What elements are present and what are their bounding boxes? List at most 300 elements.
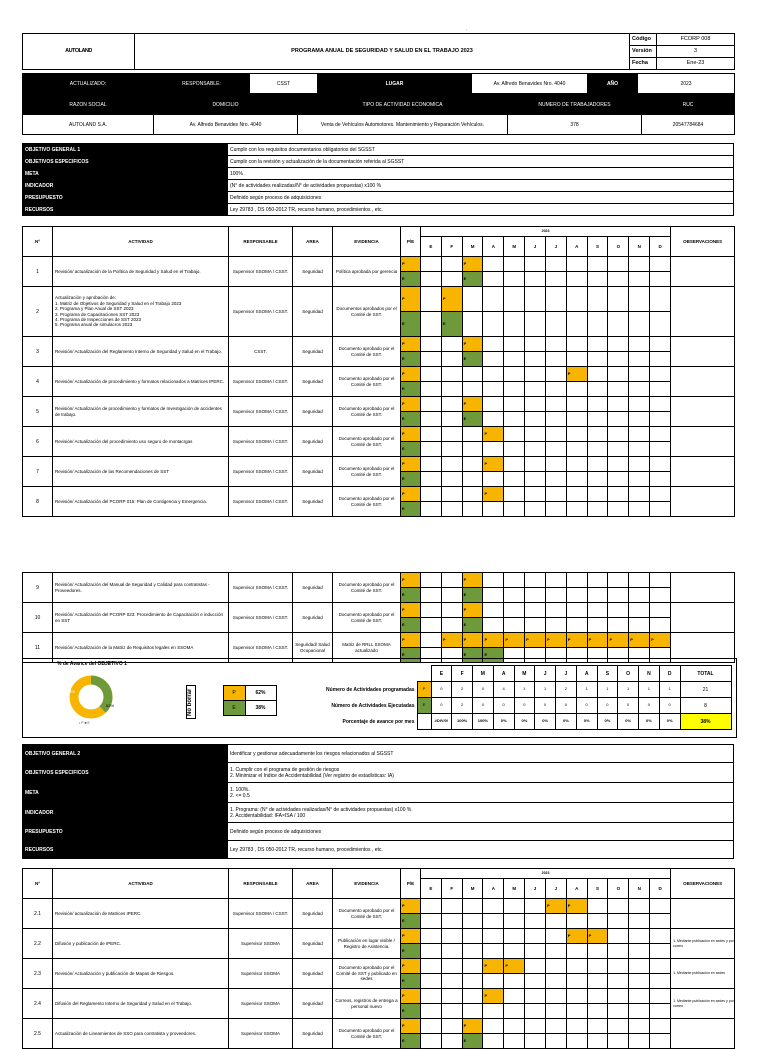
plan-cell-filled: P — [462, 257, 483, 272]
plan-cell — [525, 573, 546, 588]
exec-cell — [441, 618, 462, 633]
exec-cell-filled: E — [462, 272, 483, 287]
exec-cell — [421, 1034, 442, 1049]
exec-cell — [504, 944, 525, 959]
lugar-label: LUGAR — [318, 74, 472, 94]
plan-cell — [629, 929, 650, 944]
exec-cell — [441, 502, 462, 517]
plan-marker: P — [401, 929, 421, 944]
plan-cell — [608, 257, 629, 272]
activity-description: Revisión/ Actualización de procedimiento y formatos relacionados a Matrices IPERC. — [53, 367, 229, 397]
exec-cell — [587, 974, 608, 989]
col-pe: P/E — [401, 869, 421, 899]
plan-cell — [650, 287, 671, 312]
plan-cell-filled: P — [462, 603, 483, 618]
objective-key: OBJETIVO GENERAL 2 — [23, 745, 228, 763]
objective-value: Definido según proceso de adquisiciones — [228, 192, 734, 204]
activity-area: Seguridad/ Salud Ocupacional — [293, 633, 333, 663]
exec-cell — [629, 1034, 650, 1049]
objective-value: Cumplir con la revisión y actualización de la documentación referida al SGSST — [228, 156, 734, 168]
company-logo: AUTOLAND — [23, 34, 135, 70]
col-evidencia: EVIDENCIA — [333, 869, 401, 899]
activity-observation — [671, 1019, 735, 1049]
exec-cell — [421, 618, 442, 633]
exec-cell — [441, 382, 462, 397]
plan-cell — [608, 367, 629, 382]
plan-cell — [441, 959, 462, 974]
exec-cell — [462, 382, 483, 397]
activities-1b-table — [22, 572, 735, 663]
lugar-value: Av. Alfredo Benavides Nro. 4040 — [472, 74, 588, 94]
plan-cell — [441, 899, 462, 914]
exec-cell — [421, 382, 442, 397]
activity-area: Seguridad — [293, 257, 333, 287]
company-value: AUTOLAND S.A. — [23, 115, 154, 135]
exec-cell — [650, 412, 671, 427]
plan-cell — [566, 573, 587, 588]
exec-cell — [587, 944, 608, 959]
plan-cell — [629, 397, 650, 412]
plan-cell — [545, 397, 566, 412]
exec-cell — [421, 272, 442, 287]
document-header — [22, 33, 735, 70]
exec-cell-filled: E — [462, 588, 483, 603]
activity-evidence: Matriz de RRLL SSOMA actualizado — [333, 633, 401, 663]
exec-cell — [629, 442, 650, 457]
plan-cell — [483, 287, 504, 312]
plan-cell — [421, 427, 442, 442]
objective-value: (N° de actividades realizadas/N° de actividades propuestas) x100 % — [228, 180, 734, 192]
summary-row-key: P — [417, 682, 431, 698]
exec-cell — [629, 914, 650, 929]
exec-marker: E — [401, 944, 421, 959]
exec-cell — [566, 272, 587, 287]
exec-cell — [421, 312, 442, 337]
plan-cell — [462, 457, 483, 472]
exec-cell — [441, 442, 462, 457]
activity-observation — [671, 457, 735, 487]
activity-number: 2.3 — [23, 959, 53, 989]
plan-cell — [421, 573, 442, 588]
plan-cell — [650, 959, 671, 974]
summary-cell: 2 — [556, 682, 577, 698]
col-header: RAZON SOCIAL — [23, 95, 154, 115]
plan-cell — [545, 457, 566, 472]
exec-cell — [483, 312, 504, 337]
activity-observation — [671, 899, 735, 929]
objective-key: OBJETIVOS ESPECIFICOS — [23, 156, 228, 168]
exec-cell — [608, 944, 629, 959]
plan-cell — [504, 257, 525, 272]
plan-cell — [421, 1019, 442, 1034]
exec-cell — [566, 974, 587, 989]
exec-cell — [441, 352, 462, 367]
exec-marker: E — [401, 312, 421, 337]
legend-key-e: E — [223, 701, 245, 716]
summary-cell: 0% — [597, 714, 618, 730]
exec-cell — [525, 502, 546, 517]
month-header: N — [629, 879, 650, 899]
exec-cell — [441, 1004, 462, 1019]
col-responsable: RESPONSABLE — [229, 227, 293, 257]
col-evidencia: EVIDENCIA — [333, 227, 401, 257]
exec-cell — [504, 352, 525, 367]
exec-cell — [587, 382, 608, 397]
exec-cell — [504, 974, 525, 989]
col-n: Nº — [23, 227, 53, 257]
summary-cell: 2 — [452, 698, 473, 714]
plan-cell-filled: P — [483, 959, 504, 974]
plan-cell — [525, 337, 546, 352]
activity-area: Seguridad — [293, 427, 333, 457]
company-value: 20547784684 — [642, 115, 735, 135]
activity-description: Revisión/ Actualización del Reglamento Interno de Seguridad y Salud en el Trabajo. — [53, 337, 229, 367]
summary-cell: 100% — [473, 714, 494, 730]
exec-cell — [483, 472, 504, 487]
plan-cell-filled: P — [504, 633, 525, 648]
exec-cell — [587, 618, 608, 633]
plan-cell — [566, 989, 587, 1004]
summary-cell: 1 — [576, 682, 597, 698]
plan-cell — [525, 287, 546, 312]
plan-cell — [421, 257, 442, 272]
exec-cell — [483, 272, 504, 287]
activity-area: Seguridad — [293, 337, 333, 367]
plan-cell — [566, 287, 587, 312]
activity-description: Revisión/ Actualización de las Recomendaciones de SST — [53, 457, 229, 487]
plan-cell — [629, 427, 650, 442]
exec-cell — [566, 914, 587, 929]
activity-description: Revisión/ Actualización de la Matriz de Requisitos legales en SSOMA — [53, 633, 229, 663]
plan-marker: P — [401, 367, 421, 382]
plan-cell — [566, 603, 587, 618]
exec-marker: E — [401, 914, 421, 929]
plan-cell — [504, 427, 525, 442]
exec-cell — [545, 944, 566, 959]
objective-value: Identificar y gestionar adecuadamente los riesgos relacionados al SGSST — [228, 745, 734, 763]
plan-cell — [525, 603, 546, 618]
exec-cell — [650, 914, 671, 929]
exec-cell — [421, 914, 442, 929]
activity-description: Revisión/ Actualización del PCORP 015: Plan de Contigencia y Emergencia. — [53, 487, 229, 517]
summary-table — [307, 665, 732, 730]
plan-cell — [587, 603, 608, 618]
plan-cell — [421, 397, 442, 412]
plan-cell — [587, 573, 608, 588]
objective-value: Cumplir con los requisitos documentarios obligatorios del SGSST — [228, 144, 734, 156]
plan-cell-filled: P — [483, 487, 504, 502]
activity-evidence: Documento aprobado por el Comité de SST. — [333, 427, 401, 457]
plan-cell — [504, 929, 525, 944]
plan-cell — [629, 367, 650, 382]
activity-area: Seguridad — [293, 487, 333, 517]
exec-cell — [462, 442, 483, 457]
exec-cell — [525, 974, 546, 989]
activity-observation — [671, 367, 735, 397]
plan-cell — [421, 367, 442, 382]
plan-cell — [650, 337, 671, 352]
col-area: AREA — [293, 227, 333, 257]
plan-cell-filled: P — [608, 633, 629, 648]
activity-area: Seguridad — [293, 457, 333, 487]
plan-cell — [545, 337, 566, 352]
plan-cell — [566, 337, 587, 352]
col-pe: P/E — [401, 227, 421, 257]
plan-cell — [421, 899, 442, 914]
exec-cell — [629, 382, 650, 397]
exec-marker: E — [401, 442, 421, 457]
exec-cell — [566, 944, 587, 959]
objective-key: RECURSOS — [23, 204, 228, 216]
plan-marker: P — [401, 337, 421, 352]
plan-cell-filled: P — [462, 397, 483, 412]
plan-cell-filled: P — [462, 633, 483, 648]
plan-cell — [587, 427, 608, 442]
activity-responsible: Supervisor SSOMA / CSST. — [229, 427, 293, 457]
plan-cell — [441, 573, 462, 588]
summary-cell: 1 — [535, 682, 556, 698]
activity-number: 2.2 — [23, 929, 53, 959]
exec-marker: E — [401, 502, 421, 517]
exec-cell — [483, 382, 504, 397]
objective-key: OBJETIVO GENERAL 1 — [23, 144, 228, 156]
activity-description: Difusión del Reglamento Interno de Seguridad y Salud en el Trabajo. — [53, 989, 229, 1019]
exec-cell — [504, 1034, 525, 1049]
exec-cell — [608, 312, 629, 337]
plan-cell — [441, 367, 462, 382]
month-header: S — [587, 237, 608, 257]
plan-cell — [608, 573, 629, 588]
summary-cell: 1 — [597, 682, 618, 698]
meta-key: Fecha — [630, 58, 657, 70]
activity-evidence: Correos, registros de entrega a personal nuevo — [333, 989, 401, 1019]
exec-cell — [441, 272, 462, 287]
activity-description: Difusión y publicación de IPERC. — [53, 929, 229, 959]
exec-cell — [608, 1034, 629, 1049]
exec-cell — [608, 914, 629, 929]
month-header: N — [629, 237, 650, 257]
plan-cell — [462, 367, 483, 382]
activity-observation: 1. Mediante publicación en sedes — [671, 959, 735, 989]
exec-cell — [545, 502, 566, 517]
col-year: 2023 — [421, 869, 671, 879]
activity-evidence: Documento aprobado por el Comité de SST. — [333, 487, 401, 517]
plan-cell — [483, 929, 504, 944]
plan-cell — [421, 633, 442, 648]
plan-cell-filled: P — [441, 633, 462, 648]
col-n: Nº — [23, 869, 53, 899]
plan-cell — [545, 287, 566, 312]
plan-marker: P — [401, 603, 421, 618]
plan-cell — [441, 257, 462, 272]
summary-cell: 0 — [556, 698, 577, 714]
activity-responsible: Supervisor SSOMA — [229, 929, 293, 959]
activity-evidence: Documento aprobado por el Comité de SST y publicado en sedes — [333, 959, 401, 989]
exec-cell — [483, 1004, 504, 1019]
activity-responsible: Supervisor SSOMA — [229, 1019, 293, 1049]
exec-cell — [566, 618, 587, 633]
summary-total-header: TOTAL — [680, 666, 731, 682]
company-value: Av. Alfredo Benavides Nro. 4040 — [154, 115, 298, 135]
plan-cell — [525, 487, 546, 502]
exec-cell — [587, 272, 608, 287]
plan-cell — [504, 899, 525, 914]
exec-cell — [504, 412, 525, 427]
summary-cell: 0 — [473, 682, 494, 698]
plan-cell — [587, 487, 608, 502]
summary-month: J — [556, 666, 577, 682]
exec-cell — [525, 1034, 546, 1049]
exec-cell — [421, 442, 442, 457]
plan-cell — [545, 929, 566, 944]
plan-marker: P — [401, 287, 421, 312]
exec-cell — [462, 472, 483, 487]
month-header: A — [483, 237, 504, 257]
month-header: J — [525, 237, 546, 257]
summary-cell: 0% — [535, 714, 556, 730]
exec-cell — [566, 502, 587, 517]
activity-number: 2.1 — [23, 899, 53, 929]
exec-cell — [566, 352, 587, 367]
plan-cell — [587, 397, 608, 412]
exec-cell — [650, 352, 671, 367]
top-mark: ' — [466, 28, 467, 33]
plan-cell — [525, 929, 546, 944]
objective-value: Ley 29783 , DS 050-2012 TR, recurso humano, procedimientos , etc. — [228, 841, 734, 859]
exec-cell — [650, 442, 671, 457]
exec-cell-filled: E — [462, 648, 483, 663]
exec-cell — [650, 588, 671, 603]
activity-evidence: Documento aprobado por el Comité de SST. — [333, 573, 401, 603]
activity-responsible: Supervisor SSOMA / CSST. — [229, 603, 293, 633]
activity-responsible: Supervisor SSOMA — [229, 989, 293, 1019]
exec-cell — [483, 412, 504, 427]
plan-cell — [545, 257, 566, 272]
plan-cell — [441, 397, 462, 412]
plan-cell — [608, 337, 629, 352]
activity-responsible: Supervisor SSOMA — [229, 959, 293, 989]
exec-cell — [504, 1004, 525, 1019]
summary-cell: 0 — [473, 698, 494, 714]
month-header: D — [650, 237, 671, 257]
summary-month: O — [618, 666, 639, 682]
summary-month: A — [576, 666, 597, 682]
objective-key: PRESUPUESTO — [23, 192, 228, 204]
plan-cell — [545, 1019, 566, 1034]
objective-value: 1. Programa: (N° de actividades realizadas/N° de actividades propuestas) x100 % 2. Accidentabilidad: IFA×ISA / 100 — [228, 803, 734, 823]
plan-cell — [650, 427, 671, 442]
plan-cell — [629, 487, 650, 502]
plan-cell — [545, 487, 566, 502]
plan-cell — [566, 427, 587, 442]
plan-marker: P — [401, 633, 421, 648]
plan-cell — [566, 397, 587, 412]
plan-cell — [608, 457, 629, 472]
anio-value: 2023 — [638, 74, 735, 94]
exec-cell — [504, 502, 525, 517]
exec-cell — [587, 1034, 608, 1049]
summary-cell: 0 — [493, 698, 514, 714]
summary-month: J — [535, 666, 556, 682]
exec-cell — [608, 618, 629, 633]
exec-cell — [441, 914, 462, 929]
exec-cell — [650, 312, 671, 337]
plan-cell-filled: P — [587, 929, 608, 944]
summary-cell: 0% — [618, 714, 639, 730]
meta-value: 3 — [657, 46, 735, 58]
exec-marker: E — [401, 412, 421, 427]
activity-responsible: Supervisor SSOMA / CSST. — [229, 633, 293, 663]
plan-cell — [525, 959, 546, 974]
summary-cell: 2 — [452, 682, 473, 698]
exec-cell — [608, 472, 629, 487]
plan-cell — [608, 929, 629, 944]
exec-cell — [566, 382, 587, 397]
exec-marker: E — [401, 382, 421, 397]
summary-row-key — [417, 714, 431, 730]
exec-cell — [587, 442, 608, 457]
plan-cell-filled: P — [504, 959, 525, 974]
plan-cell — [462, 487, 483, 502]
plan-cell-filled: P — [545, 633, 566, 648]
activity-evidence: Documento aprobado por el Comité de SST. — [333, 457, 401, 487]
plan-cell — [441, 487, 462, 502]
plan-cell — [441, 337, 462, 352]
company-value: Venta de Vehículos Automotores. Mantenimiento y Reparación Vehículos. — [298, 115, 508, 135]
month-header: J — [545, 237, 566, 257]
month-header: A — [483, 879, 504, 899]
plan-marker: P — [401, 899, 421, 914]
month-header: J — [525, 879, 546, 899]
activity-observation — [671, 397, 735, 427]
objective-value: Definido según proceso de adquisiciones — [228, 823, 734, 841]
activity-observation — [671, 257, 735, 287]
legend-key-p: P — [223, 686, 245, 701]
plan-cell — [650, 487, 671, 502]
col-observaciones: OBSERVACIONES — [671, 869, 735, 899]
plan-cell — [587, 287, 608, 312]
meta-value: FCORP 008 — [657, 34, 735, 46]
activity-description: Revisión/ Actualización del procedimiento uso seguro de montacrgas — [53, 427, 229, 457]
progress-donut — [61, 671, 121, 727]
exec-marker: E — [401, 588, 421, 603]
exec-cell — [608, 502, 629, 517]
exec-marker: E — [401, 472, 421, 487]
exec-cell — [545, 1034, 566, 1049]
month-header: E — [421, 237, 442, 257]
plan-cell-filled: P — [566, 367, 587, 382]
activity-area: Seguridad — [293, 899, 333, 929]
exec-cell — [441, 472, 462, 487]
plan-marker: P — [401, 487, 421, 502]
activities-2-table — [22, 868, 735, 1049]
exec-cell — [545, 272, 566, 287]
plan-cell — [545, 603, 566, 618]
plan-cell — [504, 989, 525, 1004]
activity-number: 1 — [23, 257, 53, 287]
plan-cell — [545, 959, 566, 974]
exec-marker: E — [401, 974, 421, 989]
activity-area: Seguridad — [293, 367, 333, 397]
exec-cell — [504, 618, 525, 633]
exec-cell — [421, 472, 442, 487]
plan-cell — [566, 257, 587, 272]
exec-cell — [483, 502, 504, 517]
plan-cell — [525, 899, 546, 914]
document-title: PROGRAMA ANUAL DE SEGURIDAD Y SALUD EN EL TRABAJO 2023 — [135, 34, 630, 70]
month-header: M — [462, 879, 483, 899]
plan-cell-filled: P — [545, 899, 566, 914]
